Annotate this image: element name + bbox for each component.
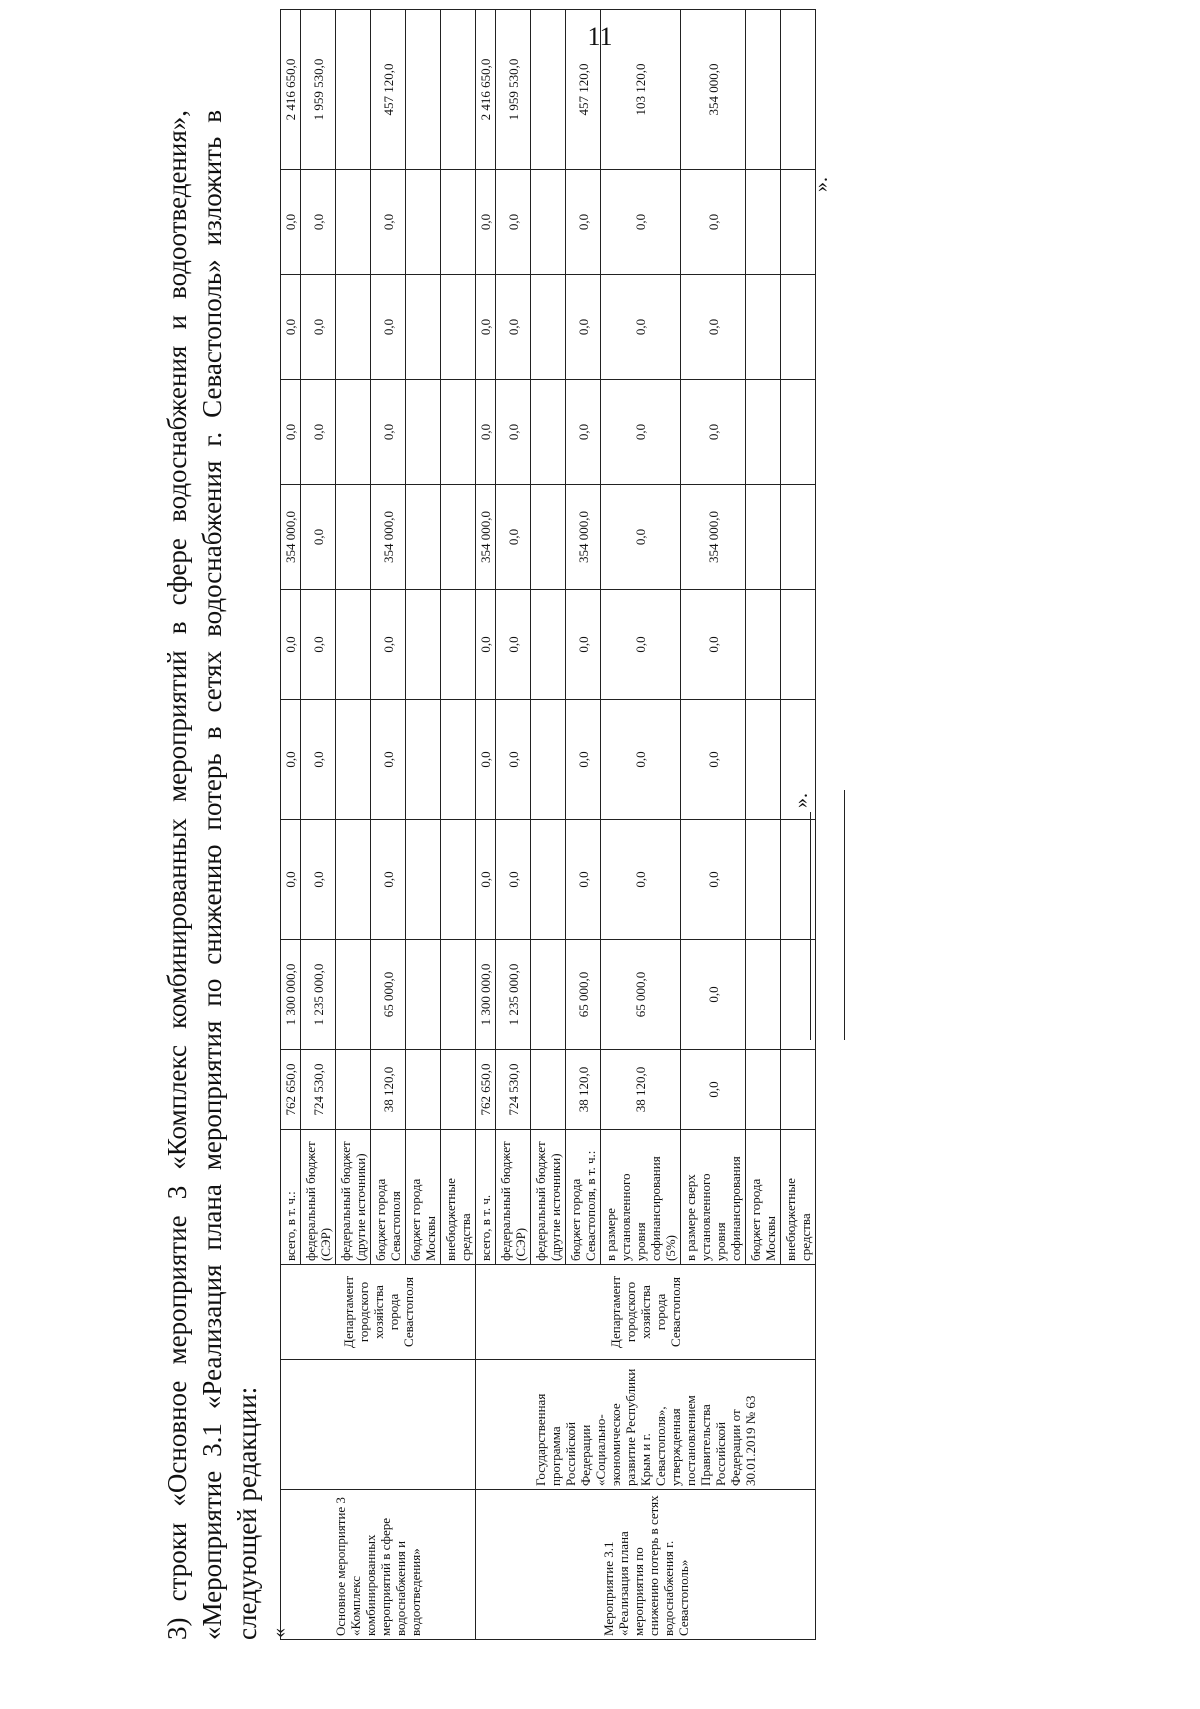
funding-source-cell: в размере сверх установленного уровня софинансирования <box>681 1130 746 1265</box>
amount-cell: 0,0 <box>601 485 681 590</box>
amount-cell <box>746 485 781 590</box>
program-cell: Государственная программа Российской Федерации «Социально-экономическое развитие Республики Крым и г. Севастополя», утвержденная постановлением Правительства Российской Федерации от 30.01.2019 № 63 <box>476 1360 816 1490</box>
amount-cell: 0,0 <box>681 1050 746 1130</box>
amount-cell: 354 000,0 <box>371 485 406 590</box>
amount-cell: 457 120,0 <box>371 10 406 170</box>
amount-cell: 0,0 <box>681 940 746 1050</box>
rotated-sheet <box>160 58 1160 1660</box>
amount-cell: 0,0 <box>301 700 336 820</box>
amount-cell: 0,0 <box>566 380 601 485</box>
amount-cell: 0,0 <box>301 380 336 485</box>
amount-cell <box>336 10 371 170</box>
amount-cell: 0,0 <box>476 820 496 940</box>
amount-cell: 0,0 <box>496 275 531 380</box>
amount-cell: 0,0 <box>601 275 681 380</box>
amount-cell: 354 000,0 <box>681 485 746 590</box>
amount-cell <box>406 1050 441 1130</box>
amount-cell <box>746 820 781 940</box>
amount-cell <box>746 275 781 380</box>
amount-cell: 0,0 <box>476 380 496 485</box>
amount-cell <box>406 820 441 940</box>
signature-quote: ». <box>790 793 812 808</box>
amount-cell <box>336 820 371 940</box>
amount-cell: 762 650,0 <box>476 1050 496 1130</box>
amount-cell: 38 120,0 <box>566 1050 601 1130</box>
amount-cell <box>336 940 371 1050</box>
budget-table <box>280 9 816 1640</box>
amount-cell <box>531 170 566 275</box>
amount-cell <box>336 1050 371 1130</box>
amount-cell: 65 000,0 <box>371 940 406 1050</box>
amount-cell <box>441 380 476 485</box>
amount-cell: 0,0 <box>476 275 496 380</box>
amount-cell: 0,0 <box>301 170 336 275</box>
program-cell <box>281 1360 476 1490</box>
amount-cell <box>441 485 476 590</box>
amount-cell: 0,0 <box>371 700 406 820</box>
signature-line-1 <box>810 812 811 1040</box>
intro-paragraph <box>160 110 265 1640</box>
amount-cell: 0,0 <box>371 275 406 380</box>
amount-cell: 0,0 <box>681 820 746 940</box>
amount-cell <box>746 10 781 170</box>
amount-cell: 0,0 <box>681 380 746 485</box>
amount-cell <box>531 1050 566 1130</box>
amount-cell: 0,0 <box>371 820 406 940</box>
funding-source-cell: федеральный бюджет (другие источники) <box>336 1130 371 1265</box>
amount-cell: 0,0 <box>566 700 601 820</box>
amount-cell <box>441 590 476 700</box>
amount-cell: 0,0 <box>681 170 746 275</box>
amount-cell <box>746 380 781 485</box>
amount-cell: 0,0 <box>566 275 601 380</box>
funding-source-cell: внебюджетные средства <box>781 1130 816 1265</box>
amount-cell <box>531 275 566 380</box>
amount-cell: 0,0 <box>281 700 301 820</box>
amount-cell: 1 959 530,0 <box>301 10 336 170</box>
amount-cell: 354 000,0 <box>476 485 496 590</box>
amount-cell <box>336 170 371 275</box>
amount-cell <box>336 380 371 485</box>
amount-cell: 0,0 <box>281 275 301 380</box>
amount-cell: 0,0 <box>601 380 681 485</box>
budget-table-body <box>281 10 816 1640</box>
amount-cell <box>531 380 566 485</box>
amount-cell <box>406 275 441 380</box>
responsible-cell: Департамент городского хозяйства города Севастополя <box>476 1265 816 1360</box>
amount-cell <box>441 700 476 820</box>
amount-cell: 724 530,0 <box>496 1050 531 1130</box>
amount-cell: 1 300 000,0 <box>476 940 496 1050</box>
amount-cell <box>531 485 566 590</box>
amount-cell: 2 416 650,0 <box>281 10 301 170</box>
amount-cell: 38 120,0 <box>371 1050 406 1130</box>
funding-source-cell: всего, в т. ч.: <box>281 1130 301 1265</box>
funding-source-cell: бюджет города Севастополя <box>371 1130 406 1265</box>
amount-cell <box>531 940 566 1050</box>
amount-cell: 0,0 <box>281 170 301 275</box>
amount-cell <box>441 820 476 940</box>
amount-cell: 354 000,0 <box>281 485 301 590</box>
intro-text: 3) строки «Основное мероприятие 3 «Комплекс комбинированных мероприятий в сфере водоснабжения и водоотведения», «Мероприятие 3.1 «Реализация плана мероприятия по снижению потерь в сетях водоснабжения г. Севастополь» изложить в следующей редакции: <box>162 110 262 1640</box>
amount-cell <box>781 590 816 700</box>
amount-cell <box>336 700 371 820</box>
amount-cell: 0,0 <box>496 170 531 275</box>
amount-cell: 2 416 650,0 <box>476 10 496 170</box>
amount-cell: 0,0 <box>301 820 336 940</box>
amount-cell: 0,0 <box>601 170 681 275</box>
amount-cell: 1 959 530,0 <box>496 10 531 170</box>
signature-line-2 <box>844 790 845 1040</box>
amount-cell: 354 000,0 <box>566 485 601 590</box>
amount-cell: 0,0 <box>566 820 601 940</box>
responsible-cell: Департамент городского хозяйства города Севастополя <box>281 1265 476 1360</box>
funding-source-cell: бюджет города Москвы <box>406 1130 441 1265</box>
amount-cell: 457 120,0 <box>566 10 601 170</box>
amount-cell: 0,0 <box>566 590 601 700</box>
amount-cell <box>406 485 441 590</box>
amount-cell <box>406 170 441 275</box>
amount-cell <box>746 1050 781 1130</box>
amount-cell <box>406 940 441 1050</box>
amount-cell <box>531 590 566 700</box>
amount-cell <box>746 700 781 820</box>
amount-cell: 0,0 <box>681 275 746 380</box>
amount-cell <box>531 820 566 940</box>
amount-cell <box>406 590 441 700</box>
funding-source-cell: бюджет города Москвы <box>746 1130 781 1265</box>
funding-source-cell: бюджет города Севастополя, в т. ч.: <box>566 1130 601 1265</box>
amount-cell: 0,0 <box>476 700 496 820</box>
amount-cell: 0,0 <box>601 700 681 820</box>
amount-cell: 762 650,0 <box>281 1050 301 1130</box>
amount-cell <box>781 380 816 485</box>
amount-cell: 0,0 <box>301 590 336 700</box>
funding-source-cell: федеральный бюджет (другие источники) <box>531 1130 566 1265</box>
amount-cell: 1 235 000,0 <box>301 940 336 1050</box>
table-row <box>281 10 301 1640</box>
amount-cell: 65 000,0 <box>566 940 601 1050</box>
table-row <box>476 10 496 1640</box>
amount-cell <box>441 275 476 380</box>
amount-cell <box>746 170 781 275</box>
amount-cell: 0,0 <box>496 820 531 940</box>
amount-cell <box>746 940 781 1050</box>
funding-source-cell: всего, в т. ч. <box>476 1130 496 1265</box>
amount-cell <box>746 590 781 700</box>
amount-cell <box>781 10 816 170</box>
activity-name-cell: Основное мероприятие 3 «Комплекс комбинированных мероприятий в сфере водоснабжения и водоотведения» <box>281 1490 476 1640</box>
amount-cell <box>781 1050 816 1130</box>
funding-source-cell: внебюджетные средства <box>441 1130 476 1265</box>
amount-cell: 103 120,0 <box>601 10 681 170</box>
amount-cell: 38 120,0 <box>601 1050 681 1130</box>
funding-source-cell: федеральный бюджет (СЭР) <box>301 1130 336 1265</box>
amount-cell: 0,0 <box>281 590 301 700</box>
amount-cell: 0,0 <box>601 590 681 700</box>
amount-cell: 0,0 <box>476 590 496 700</box>
amount-cell <box>336 275 371 380</box>
amount-cell: 354 000,0 <box>681 10 746 170</box>
amount-cell <box>336 590 371 700</box>
amount-cell: 0,0 <box>371 590 406 700</box>
amount-cell: 0,0 <box>281 380 301 485</box>
amount-cell: 0,0 <box>496 380 531 485</box>
amount-cell: 1 235 000,0 <box>496 940 531 1050</box>
amount-cell <box>531 10 566 170</box>
amount-cell: 1 300 000,0 <box>281 940 301 1050</box>
funding-source-cell: федеральный бюджет (СЭР) <box>496 1130 531 1265</box>
amount-cell: 0,0 <box>476 170 496 275</box>
amount-cell: 0,0 <box>496 700 531 820</box>
amount-cell <box>406 700 441 820</box>
amount-cell: 724 530,0 <box>301 1050 336 1130</box>
amount-cell <box>441 1050 476 1130</box>
quote-close: ». <box>810 177 832 192</box>
amount-cell <box>406 10 441 170</box>
amount-cell <box>406 380 441 485</box>
amount-cell: 0,0 <box>566 170 601 275</box>
amount-cell <box>336 485 371 590</box>
amount-cell: 0,0 <box>281 820 301 940</box>
amount-cell <box>441 170 476 275</box>
amount-cell: 0,0 <box>371 380 406 485</box>
amount-cell: 0,0 <box>496 590 531 700</box>
funding-source-cell: в размере установленного уровня софинансирования (5%) <box>601 1130 681 1265</box>
amount-cell: 0,0 <box>681 700 746 820</box>
page-number: 11 <box>587 22 613 51</box>
amount-cell: 0,0 <box>601 820 681 940</box>
amount-cell: 65 000,0 <box>601 940 681 1050</box>
activity-name-cell: Мероприятие 3.1 «Реализация плана мероприятия по снижению потерь в сетях водоснабжения г. Севастополь» <box>476 1490 816 1640</box>
amount-cell: 0,0 <box>301 275 336 380</box>
amount-cell: 0,0 <box>681 590 746 700</box>
amount-cell <box>781 485 816 590</box>
amount-cell: 0,0 <box>301 485 336 590</box>
amount-cell <box>441 10 476 170</box>
amount-cell <box>531 700 566 820</box>
signature-block <box>790 790 860 1040</box>
amount-cell <box>781 275 816 380</box>
amount-cell: 0,0 <box>496 485 531 590</box>
amount-cell <box>441 940 476 1050</box>
amount-cell: 0,0 <box>371 170 406 275</box>
quote-open: « <box>268 1628 290 1638</box>
